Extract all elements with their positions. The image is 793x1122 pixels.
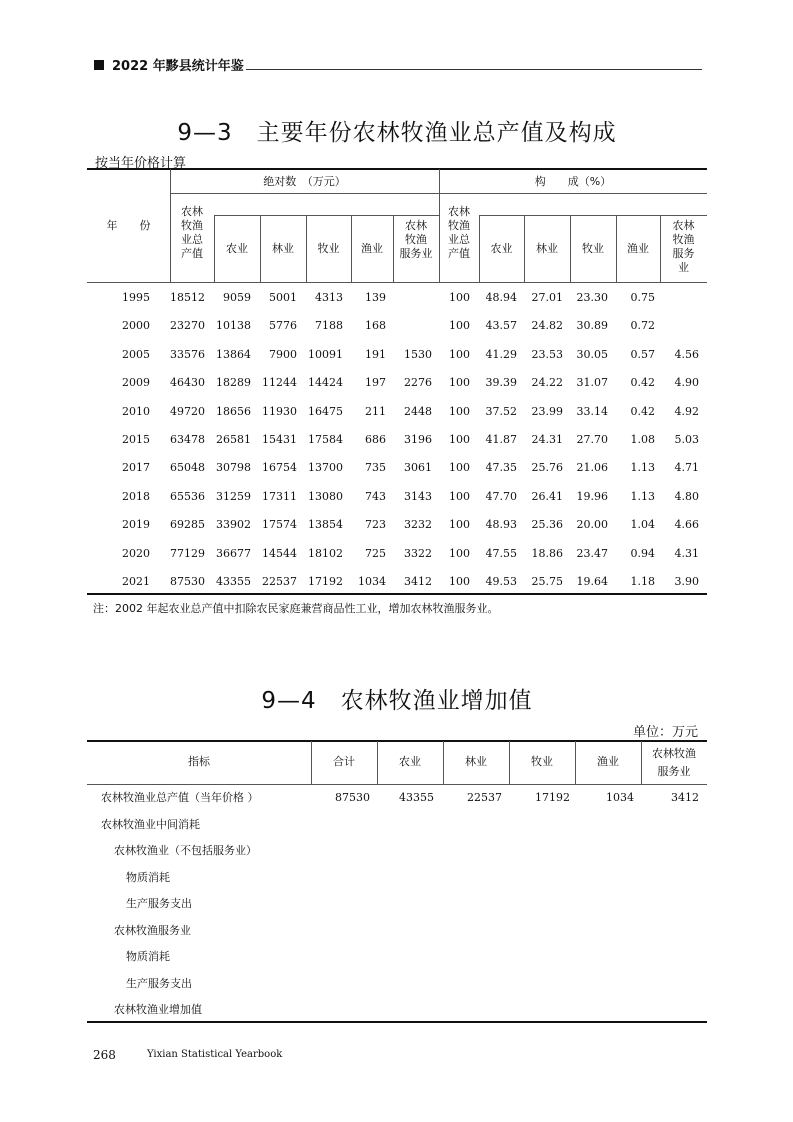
- table1-abs-col-header: 农林 牧渔 服务业: [399, 219, 433, 260]
- table1-abs-cell: 3322: [404, 546, 432, 560]
- table1-pct-cell: 100: [449, 489, 470, 503]
- table1-pct-cell: 23.53: [531, 347, 563, 361]
- table1-pct-cell: 48.93: [485, 518, 517, 532]
- table1-abs-cell: 5001: [269, 291, 297, 304]
- table1-title: 9—3 主要年份农林牧渔业总产值及构成: [177, 120, 617, 146]
- table2-col-header: 林业: [465, 755, 487, 768]
- table1-abs-cell: 49720: [170, 404, 205, 418]
- table1-abs-cell: 65536: [170, 489, 205, 503]
- table1-abs-cell: 13080: [308, 489, 343, 503]
- table1-abs-cell: 43355: [216, 575, 251, 588]
- table1-pct-cell: 24.31: [531, 433, 563, 446]
- table1-pct-cell: 30.89: [576, 319, 608, 333]
- table1-group-rule-pct: [439, 193, 707, 194]
- table1-pct-cell: 5.03: [674, 433, 699, 446]
- table1-abs-cell: 3232: [404, 518, 432, 532]
- table1-pct-cell: 25.75: [531, 575, 563, 588]
- table1-pct-cell: 1.18: [630, 575, 655, 588]
- table1-pct-col-header: 渔业: [627, 242, 649, 255]
- table2-row-label: 生产服务支出: [126, 897, 192, 910]
- table1-pct-cell: 0.42: [630, 404, 655, 418]
- table2-row-label: 生产服务支出: [126, 976, 192, 990]
- table1-abs-cell: 46430: [170, 376, 205, 390]
- table1-abs-cell: 15431: [262, 433, 297, 446]
- table1-abs-cell: 14544: [262, 546, 297, 560]
- table1-bottom-rule: [87, 593, 707, 595]
- table1-pct-cell: 0.94: [630, 546, 655, 560]
- table2-row-label: 物质消耗: [126, 950, 170, 963]
- table1-pct-cell: 47.35: [485, 461, 517, 475]
- table2-value-cell: 43355: [399, 791, 434, 804]
- table1-abs-cell: 723: [365, 518, 386, 532]
- table1-abs-col-header: 农业: [226, 242, 248, 255]
- table2-row-label: 农林牧渔业（不包括服务业）: [114, 844, 257, 857]
- table1-abs-cell: 5776: [269, 319, 297, 333]
- table1-abs-cell: 9059: [223, 291, 251, 304]
- table1-year-cell: 2005: [122, 347, 150, 361]
- table1-year-cell: 2010: [122, 404, 150, 418]
- table1-pct-cell: 47.70: [485, 489, 517, 503]
- table2-value-cell: 87530: [335, 791, 370, 804]
- table1-group-pct-header: 构 成（%）: [534, 175, 612, 188]
- table1-abs-cell: 18102: [308, 546, 343, 560]
- table1-pct-cell: 100: [449, 319, 470, 333]
- table1-pct-cell: 26.41: [531, 489, 563, 503]
- table1-pct-cell: 100: [449, 347, 470, 361]
- table1-abs-cell: 14424: [308, 376, 343, 390]
- table1-abs-cell: 17192: [308, 575, 343, 588]
- table1-abs-cell: 18656: [216, 404, 251, 418]
- table1-abs-cell: 16475: [308, 404, 343, 418]
- table1-pct-cell: 1.04: [630, 518, 655, 532]
- table1-abs-cell: 13854: [308, 518, 343, 532]
- table1-abs-cell: 17574: [262, 518, 297, 532]
- table1-abs-cell: 18289: [216, 376, 251, 390]
- table1-abs-cell: 7900: [269, 347, 297, 361]
- table1-top-rule: [87, 168, 707, 170]
- table1-abs-cell: 197: [365, 376, 386, 390]
- table1-abs-cell: 16754: [262, 461, 297, 475]
- table2-value-cell: 17192: [535, 791, 570, 804]
- table1-abs-cell: 69285: [170, 518, 205, 532]
- page-number: 268: [93, 1048, 116, 1062]
- table1-pct-cell: 27.70: [576, 433, 608, 446]
- table1-pct-cell: 25.36: [531, 518, 563, 532]
- table1-year-cell: 2017: [122, 461, 150, 475]
- table1-pct-cell: 1.13: [630, 489, 655, 503]
- table1-pct-cell: 4.56: [674, 347, 699, 361]
- table1-abs-cell: 17584: [308, 433, 343, 446]
- table1-pct-cell: 0.72: [630, 319, 655, 333]
- table1-abs-cell: 191: [365, 347, 386, 361]
- table1-abs-cell: 22537: [262, 575, 297, 588]
- table1-abs-cell: 168: [365, 319, 386, 333]
- table1-pct-cell: 23.30: [576, 291, 608, 304]
- table2-unit-label: 单位：万元: [632, 725, 698, 740]
- table1-abs-col-header: 林业: [272, 242, 294, 255]
- table1-group-rule-abs: [170, 193, 439, 194]
- table1-pct-cell: 37.52: [485, 404, 517, 418]
- table2-bottom-rule: [87, 1021, 707, 1023]
- table1-pct-cell: 4.80: [674, 489, 699, 503]
- table1-abs-cell: 3143: [404, 489, 432, 503]
- table1-header-bottom-rule: [87, 282, 707, 283]
- table1-pct-cell: 24.82: [531, 319, 563, 333]
- table1-pct-cell: 1.08: [630, 433, 655, 446]
- table1-pct-cell: 0.75: [630, 291, 655, 304]
- table1-pct-cell: 100: [449, 546, 470, 560]
- table1-abs-col-header: 农林 牧渔 业总 产值: [181, 205, 203, 260]
- table1-group-abs-header: 绝对数 （万元）: [263, 175, 346, 188]
- table1-abs-cell: 3412: [404, 575, 432, 588]
- table1-abs-cell: 735: [365, 461, 386, 475]
- table2-header-bottom-rule: [87, 784, 707, 785]
- table2-title: 9—4 农林牧渔业增加值: [261, 688, 533, 714]
- table1-pct-cell: 21.06: [576, 461, 608, 475]
- table1-abs-col-header: 牧业: [317, 242, 340, 255]
- yearbook-header-title: 2022 年黟县统计年鉴: [112, 59, 244, 74]
- table1-pct-cell: 27.01: [531, 291, 563, 304]
- table1-pct-cell: 47.55: [485, 546, 517, 560]
- table1-abs-cell: 7188: [315, 319, 343, 333]
- table2-row-label: 农林牧渔业增加值: [114, 1003, 202, 1016]
- table1-abs-cell: 36677: [216, 546, 251, 560]
- table2-row-label: 物质消耗: [126, 870, 170, 884]
- table1-abs-cell: 2276: [404, 376, 432, 390]
- table1-abs-cell: 11244: [262, 376, 297, 390]
- table1-pct-cell: 4.31: [674, 546, 699, 560]
- table1-pct-cell: 41.87: [485, 433, 517, 446]
- table1-pct-cell: 41.29: [485, 347, 517, 361]
- table1-year-cell: 2020: [122, 546, 150, 560]
- table1-abs-cell: 11930: [262, 404, 297, 418]
- table1-abs-cell: 3196: [404, 433, 432, 446]
- table2-col-header: 指标: [188, 755, 210, 768]
- table1-pct-cell: 100: [449, 376, 470, 390]
- table1-abs-cell: 87530: [170, 575, 205, 588]
- table1-pct-cell: 24.22: [531, 376, 563, 390]
- table1-abs-cell: 3061: [404, 461, 432, 475]
- table1-year-cell: 2000: [122, 319, 150, 333]
- table2-value-cell: 22537: [467, 791, 502, 804]
- table1-year-cell: 2015: [122, 433, 150, 446]
- table1-pct-cell: 19.96: [576, 489, 608, 503]
- table1-pct-col-header: 林业: [536, 242, 558, 255]
- table1-abs-cell: 139: [365, 291, 386, 304]
- table1-abs-cell: 63478: [170, 433, 205, 446]
- table1-pct-cell: 3.90: [674, 575, 699, 588]
- table1-pct-cell: 23.47: [576, 546, 608, 560]
- table2-top-rule: [87, 740, 707, 742]
- table1-pct-cell: 48.94: [485, 291, 517, 304]
- table1-abs-cell: 10091: [308, 347, 343, 361]
- table1-year-cell: 2018: [122, 489, 150, 503]
- table1-pct-cell: 4.92: [674, 404, 699, 418]
- table1-pct-cell: 100: [449, 518, 470, 532]
- table1-year-cell: 2019: [122, 518, 150, 532]
- table1-price-note: 按当年价格计算: [95, 156, 187, 171]
- table1-pct-cell: 25.76: [531, 461, 563, 475]
- table1-pct-cell: 1.13: [630, 461, 655, 475]
- table1-pct-cell: 30.05: [576, 347, 608, 361]
- table1-pct-col-header: 农林 牧渔 业总 产值: [448, 205, 470, 260]
- table1-sub-rule-abs: [214, 215, 439, 216]
- table2-col-header: 农林牧渔 服务业: [652, 747, 696, 778]
- table2-row-label: 农林牧渔业总产值（当年价格 ）: [101, 791, 259, 804]
- table1-abs-cell: 65048: [170, 461, 205, 475]
- table1-pct-cell: 33.14: [576, 404, 608, 418]
- table2-value-cell: 3412: [671, 791, 699, 804]
- footer-yearbook-name: Yixian Statistical Yearbook: [147, 1049, 283, 1060]
- table1-pct-cell: 4.90: [674, 376, 699, 390]
- table1-abs-cell: 686: [365, 433, 386, 446]
- table1-sub-rule-pct: [479, 215, 707, 216]
- table1-pct-col-header: 牧业: [582, 242, 604, 255]
- table1-pct-cell: 18.86: [531, 546, 563, 560]
- table1-abs-cell: 10138: [216, 319, 251, 333]
- table1-abs-cell: 23270: [170, 319, 205, 333]
- table1-abs-cell: 13700: [308, 461, 343, 475]
- table1-pct-col-header: 农业: [490, 242, 513, 255]
- table1-abs-cell: 33902: [216, 518, 251, 532]
- table1-abs-cell: 725: [365, 546, 386, 560]
- table1-abs-cell: 743: [365, 489, 386, 503]
- table1-abs-cell: 26581: [216, 433, 251, 446]
- table1-pct-cell: 43.57: [485, 319, 517, 333]
- table1-pct-cell: 4.66: [674, 518, 699, 532]
- table1-abs-cell: 31259: [216, 489, 251, 503]
- table1-pct-cell: 100: [449, 291, 470, 304]
- table1-abs-cell: 33576: [170, 347, 205, 361]
- table1-pct-col-header: 农林 牧渔 服务 业: [672, 219, 695, 274]
- table1-year-header: 年 份: [106, 219, 151, 232]
- table1-pct-cell: 4.71: [674, 461, 699, 475]
- table1-pct-cell: 49.53: [485, 575, 517, 588]
- table1-year-cell: 2009: [122, 376, 150, 390]
- table2-col-header: 合计: [333, 755, 355, 768]
- table1-footnote: 注：2002 年起农业总产值中扣除农民家庭兼营商品性工业，增加农林牧渔服务业。: [93, 602, 499, 615]
- table1-pct-cell: 100: [449, 461, 470, 475]
- table1-pct-cell: 100: [449, 404, 470, 418]
- table1-abs-cell: 77129: [170, 546, 205, 560]
- table1-year-cell: 2021: [122, 575, 150, 588]
- table1-abs-cell: 30798: [216, 461, 251, 475]
- table1-abs-col-header: 渔业: [361, 242, 383, 255]
- table1-pct-cell: 0.42: [630, 376, 655, 390]
- table1-abs-cell: 13864: [216, 347, 251, 361]
- table1-pct-cell: 23.99: [531, 404, 563, 418]
- table1-abs-cell: 18512: [170, 291, 205, 304]
- table2-value-cell: 1034: [606, 791, 634, 804]
- table1-year-cell: 1995: [122, 291, 150, 304]
- table2-col-header: 渔业: [597, 755, 619, 768]
- table1-abs-cell: 2448: [404, 404, 432, 418]
- table2-row-label: 农林牧渔业中间消耗: [101, 817, 200, 831]
- table1-pct-cell: 20.00: [576, 518, 608, 532]
- table1-abs-cell: 17311: [262, 489, 297, 503]
- table1-pct-cell: 100: [449, 575, 470, 588]
- table1-pct-cell: 39.39: [485, 376, 517, 390]
- table1-abs-cell: 1034: [358, 575, 386, 588]
- table2-row-label: 农林牧渔服务业: [114, 923, 191, 937]
- table1-abs-cell: 1530: [404, 347, 432, 361]
- table2-col-header: 牧业: [531, 755, 553, 768]
- table1-pct-cell: 100: [449, 433, 470, 446]
- table1-abs-cell: 4313: [315, 291, 343, 304]
- table1-abs-cell: 211: [365, 404, 386, 418]
- table1-pct-cell: 19.64: [576, 575, 608, 588]
- header-rule: [246, 69, 702, 70]
- header-square-marker: [94, 60, 104, 70]
- table1-pct-cell: 31.07: [576, 376, 608, 390]
- table2-col-header: 农业: [399, 755, 421, 768]
- table1-pct-cell: 0.57: [630, 347, 655, 361]
